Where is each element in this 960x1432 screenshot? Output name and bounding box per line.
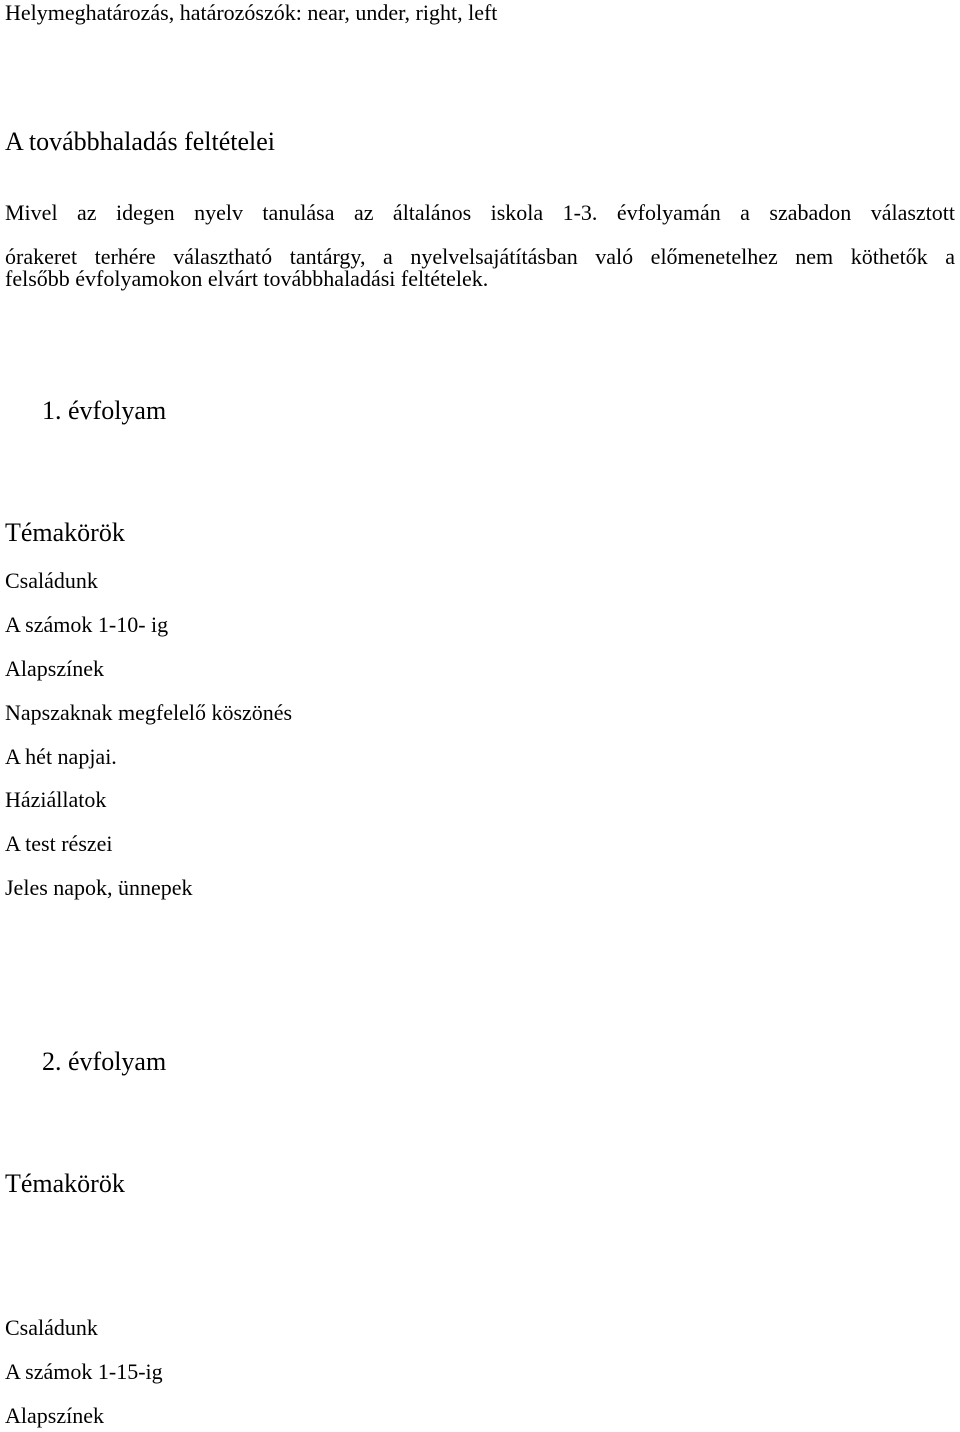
grade-1-topic: Jeles napok, ünnepek <box>5 875 193 900</box>
grade-1-topic: A test részei <box>5 831 113 856</box>
paragraph-line-2: órakeret terhére választható tantárgy, a nyelvelsajátításban való előmenetelhez nem köthetők a <box>5 244 955 269</box>
grade-2-heading: 2. évfolyam <box>42 1047 167 1076</box>
grade-1-heading: 1. évfolyam <box>42 396 167 425</box>
paragraph-line-3: felsőbb évfolyamokon elvárt továbbhaladási feltételek. <box>5 266 489 291</box>
grade-1-topic: Háziállatok <box>5 787 107 812</box>
grade-1-topic: Családunk <box>5 568 98 593</box>
grade-2-topic: Családunk <box>5 1315 98 1340</box>
grade-1-topic: Napszaknak megfelelő köszönés <box>5 700 293 725</box>
grade-1-topic: Alapszínek <box>5 656 104 681</box>
grade-1-topic: A számok 1-10- ig <box>5 612 169 637</box>
paragraph-line-1: Mivel az idegen nyelv tanulása az általános iskola 1-3. évfolyamán a szabadon választott <box>5 200 955 225</box>
grade-1-topics-heading: Témakörök <box>5 518 125 547</box>
grade-2-topics-heading: Témakörök <box>5 1169 125 1198</box>
topic-line-helymeghatarozas: Helymeghatározás, határozószók: near, under, right, left <box>5 0 498 25</box>
grade-2-topic: Alapszínek <box>5 1403 104 1428</box>
grade-2-topic: A számok 1-15-ig <box>5 1359 163 1384</box>
section-title: A továbbhaladás feltételei <box>5 127 276 156</box>
grade-1-topic: A hét napjai. <box>5 744 117 769</box>
